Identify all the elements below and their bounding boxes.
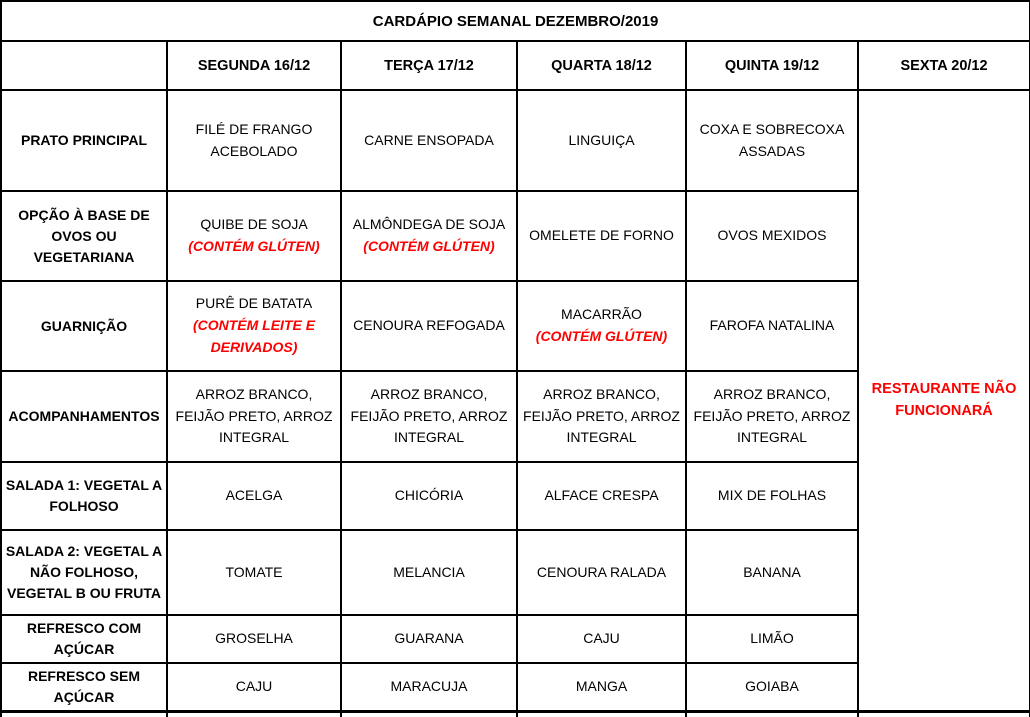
menu-cell (517, 663, 686, 712)
menu-cell (341, 615, 517, 663)
allergen-note: (CONTÉM GLÚTEN) (188, 238, 320, 254)
row-label-refresco-sem-acucar: REFRESCO SEM AÇÚCAR (1, 663, 167, 712)
row-label-salada-1: SALADA 1: VEGETAL A FOLHOSO (1, 462, 167, 530)
cutoff-cell (167, 712, 341, 717)
menu-cell-text: CAJU (235, 678, 273, 695)
menu-cell-text: FAROFA NATALINA (709, 317, 835, 334)
menu-cell (167, 462, 341, 530)
allergen-note: (CONTÉM GLÚTEN) (535, 328, 668, 344)
menu-cell (167, 281, 341, 371)
menu-cell-text: MELANCIA (393, 563, 465, 580)
menu-cell (341, 462, 517, 530)
corner-cell (1, 41, 167, 90)
menu-cell (167, 90, 341, 191)
menu-title: CARDÁPIO SEMANAL DEZEMBRO/2019 (1, 1, 1030, 41)
cutoff-cell (517, 712, 686, 717)
day-header-quarta: QUARTA 18/12 (517, 41, 686, 90)
row-label-salada-2: SALADA 2: VEGETAL A NÃO FOLHOSO, VEGETAL B OU FRUTA (1, 530, 167, 615)
day-header-terca: TERÇA 17/12 (341, 41, 517, 90)
menu-cell (167, 371, 341, 462)
menu-cell-text: OMELETE DE FORNO (529, 227, 674, 244)
menu-cell-text: MANGA (575, 678, 628, 695)
menu-cell-text: TOMATE (225, 563, 283, 580)
friday-closed-notice: RESTAURANTE NÃO FUNCIONARÁ (858, 90, 1030, 712)
cutoff-row (1, 712, 1030, 717)
menu-cell (517, 462, 686, 530)
menu-cell-text: GROSELHA (215, 630, 293, 647)
menu-cell (341, 191, 517, 281)
row-label-guarnicao: GUARNIÇÃO (1, 281, 167, 371)
table-row (1, 90, 1030, 191)
menu-cell-text: LINGUIÇA (568, 131, 635, 148)
menu-cell-text: PURÊ DE BATATA (195, 295, 313, 312)
menu-cell (167, 191, 341, 281)
menu-cell (686, 615, 858, 663)
menu-cell-text: CENOURA REFOGADA (353, 317, 505, 334)
title-row (1, 1, 1030, 41)
cutoff-cell (341, 712, 517, 717)
menu-cell-text: CENOURA RALADA (536, 563, 667, 580)
row-label-refresco-com-acucar: REFRESCO COM AÇÚCAR (1, 615, 167, 663)
day-header-segunda: SEGUNDA 16/12 (167, 41, 341, 90)
allergen-note: (CONTÉM GLÚTEN) (363, 238, 495, 254)
menu-cell (341, 530, 517, 615)
cutoff-cell (858, 712, 1030, 717)
menu-cell (517, 615, 686, 663)
menu-cell-text: LIMÃO (750, 630, 794, 647)
menu-cell-text: ALMÔNDEGA DE SOJA (352, 216, 506, 233)
menu-cell-text: CAJU (583, 630, 620, 647)
day-header-quinta: QUINTA 19/12 (686, 41, 858, 90)
menu-cell (686, 90, 858, 191)
menu-cell (686, 462, 858, 530)
menu-cell (517, 90, 686, 191)
menu-cell-text: ARROZ BRANCO, FEIJÃO PRETO, ARROZ INTEGRAL (350, 385, 508, 446)
cutoff-cell (1, 712, 167, 717)
menu-cell-text: GUARANA (394, 630, 464, 647)
menu-cell-text: FILÉ DE FRANGO ACEBOLADO (195, 120, 313, 159)
allergen-note: (CONTÉM LEITE E DERIVADOS) (192, 317, 316, 355)
menu-cell-text: ARROZ BRANCO, FEIJÃO PRETO, ARROZ INTEGRAL (693, 385, 851, 446)
menu-cell (686, 281, 858, 371)
menu-cell (686, 530, 858, 615)
menu-cell (686, 191, 858, 281)
menu-cell (686, 371, 858, 462)
row-label-acompanhamentos: ACOMPANHAMENTOS (1, 371, 167, 462)
menu-cell (167, 663, 341, 712)
menu-cell (341, 663, 517, 712)
menu-cell (686, 663, 858, 712)
menu-cell (341, 90, 517, 191)
row-label-opcao-vegetariana: OPÇÃO À BASE DE OVOS OU VEGETARIANA (1, 191, 167, 281)
menu-cell-text: QUIBE DE SOJA (200, 216, 308, 233)
menu-cell (341, 281, 517, 371)
menu-cell-text: MIX DE FOLHAS (717, 487, 827, 504)
menu-cell (517, 530, 686, 615)
menu-cell (517, 371, 686, 462)
menu-cell (167, 615, 341, 663)
menu-cell (167, 530, 341, 615)
menu-cell-text: ARROZ BRANCO, FEIJÃO PRETO, ARROZ INTEGRAL (175, 385, 333, 446)
menu-cell-text: GOIABA (745, 678, 799, 695)
menu-cell-text: OVOS MEXIDOS (717, 227, 827, 244)
menu-cell-text: BANANA (743, 563, 801, 580)
cutoff-cell (686, 712, 858, 717)
menu-cell-text: CARNE ENSOPADA (364, 131, 494, 148)
menu-cell-text: MARACUJA (390, 678, 468, 695)
menu-cell-text: CHICÓRIA (394, 487, 464, 504)
menu-cell-text: MACARRÃO (561, 306, 642, 323)
row-label-prato-principal: PRATO PRINCIPAL (1, 90, 167, 191)
menu-cell (517, 191, 686, 281)
day-header-sexta: SEXTA 20/12 (858, 41, 1030, 90)
menu-cell-text: ACELGA (225, 487, 283, 504)
menu-cell-text: COXA E SOBRECOXA ASSADAS (699, 120, 845, 159)
header-row (1, 41, 1030, 90)
menu-cell-text: ARROZ BRANCO, FEIJÃO PRETO, ARROZ INTEGRAL (523, 385, 680, 446)
menu-cell (341, 371, 517, 462)
menu-cell (517, 281, 686, 371)
menu-cell-text: ALFACE CRESPA (544, 487, 659, 504)
